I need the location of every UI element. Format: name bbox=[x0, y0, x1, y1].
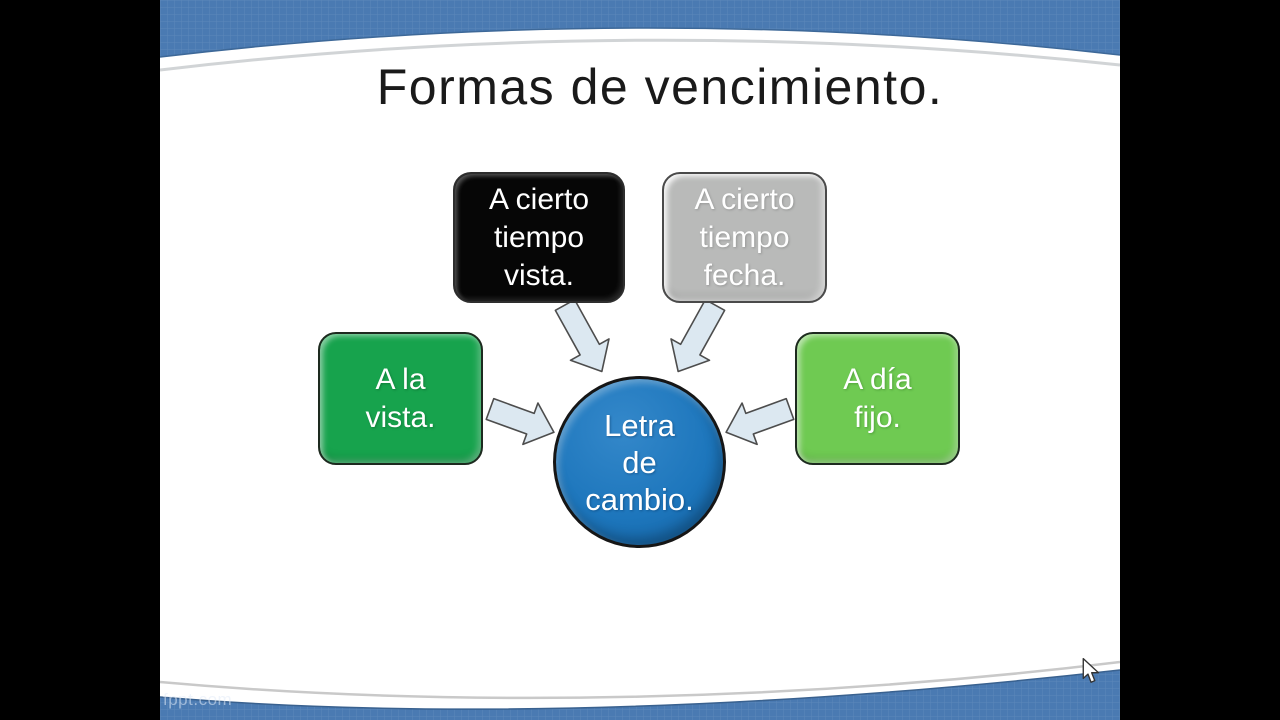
node-line: tiempo bbox=[699, 220, 790, 254]
arrow-black-to-center bbox=[546, 294, 621, 382]
mouse-cursor bbox=[1080, 658, 1102, 684]
node-line: A la bbox=[375, 362, 426, 396]
letterbox-left bbox=[0, 0, 160, 720]
letterbox-right bbox=[1120, 0, 1280, 720]
cursor-arrow-icon bbox=[1083, 659, 1098, 683]
node-line: A cierto bbox=[694, 182, 795, 216]
arrow-gray-to-center bbox=[659, 294, 734, 382]
node-line: A cierto bbox=[488, 182, 590, 216]
node-line: A día bbox=[843, 362, 912, 396]
node-a-cierto-tiempo-fecha bbox=[662, 172, 827, 303]
watermark-fppt: fppt.com bbox=[163, 690, 233, 709]
node-a-la-vista bbox=[318, 332, 483, 465]
node-a-cierto-tiempo-vista bbox=[453, 172, 625, 303]
node-line: fecha. bbox=[703, 258, 786, 292]
slide bbox=[160, 0, 1120, 720]
node-line: Letra bbox=[604, 407, 675, 443]
node-line: fijo. bbox=[854, 400, 901, 434]
arrow-green-dark-to-center bbox=[482, 388, 561, 453]
footer-wave bbox=[160, 660, 1120, 720]
slide-title: Formas de vencimiento. bbox=[376, 59, 944, 115]
node-letra-de-cambio bbox=[553, 376, 726, 548]
node-line: vista. bbox=[365, 400, 436, 434]
arrow-green-light-to-center bbox=[719, 388, 798, 453]
node-a-dia-fijo bbox=[795, 332, 960, 465]
node-line: cambio. bbox=[585, 481, 694, 517]
node-line: de bbox=[622, 444, 657, 480]
node-line: vista. bbox=[503, 258, 575, 292]
node-line: tiempo bbox=[493, 220, 585, 254]
